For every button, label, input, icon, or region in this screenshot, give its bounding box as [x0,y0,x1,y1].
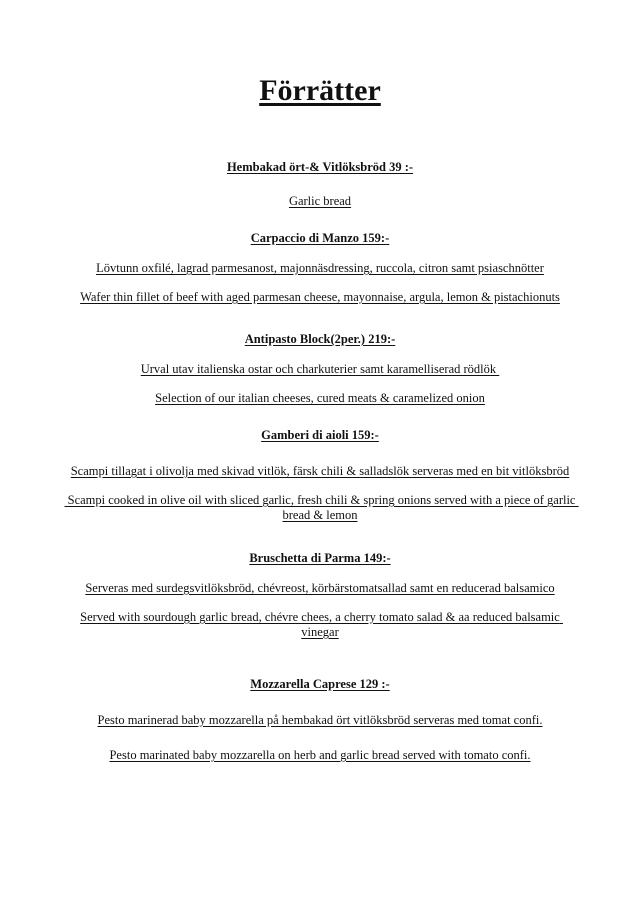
menu-item-description-sv: Urval utav italienska ostar och charkuterier samt karamelliserad rödlök [140,362,500,376]
menu-item-name: Gamberi di aioli 159:- [261,428,379,442]
menu-item-name: Carpaccio di Manzo 159:- [250,231,390,245]
menu-item-name: Mozzarella Caprese 129 :- [250,677,390,691]
menu-item-description-en: Scampi cooked in olive oil with sliced garlic, fresh chili & spring onions served with a piece of garlic bread & lemon [64,493,579,522]
menu-item-description-sv: Pesto marinerad baby mozzarella på hembakad ört vitlöksbröd serveras med tomat confi. [97,713,543,727]
menu-item-name: Hembakad ört-& Vitlöksbröd 39 :- [226,160,414,174]
menu-item-description-sv: Scampi tillagat i olivolja med skivad vitlök, färsk chili & salladslök serveras med en bit vitlöksbröd [70,464,570,478]
menu-item-description: Garlic bread [288,194,352,208]
menu-item-description-sv: Lövtunn oxfilé, lagrad parmesanost, majonnäsdressing, ruccola, citron samt psiaschnötter [96,261,544,275]
menu-item-description-sv: Serveras med surdegsvitlöksbröd, chévreost, körbärstomatsallad samt en reducerad balsamico [85,581,555,595]
menu-item-description-en: Pesto marinated baby mozzarella on herb and garlic bread served with tomato confi. [109,748,531,762]
menu-item-description-en: Selection of our italian cheeses, cured meats & caramelized onion [155,391,485,405]
page-title: Förrätter [259,74,381,107]
menu-item-name: Bruschetta di Parma 149:- [249,551,391,565]
menu-item-description-en: Served with sourdough garlic bread, chévre chees, a cherry tomato salad & aa reduced balsamic vinegar [80,610,563,639]
menu-item-description-en: Wafer thin fillet of beef with aged parmesan cheese, mayonnaise, argula, lemon & pistachionuts [80,290,560,304]
menu-item-name: Antipasto Block(2per.) 219:- [244,332,396,346]
